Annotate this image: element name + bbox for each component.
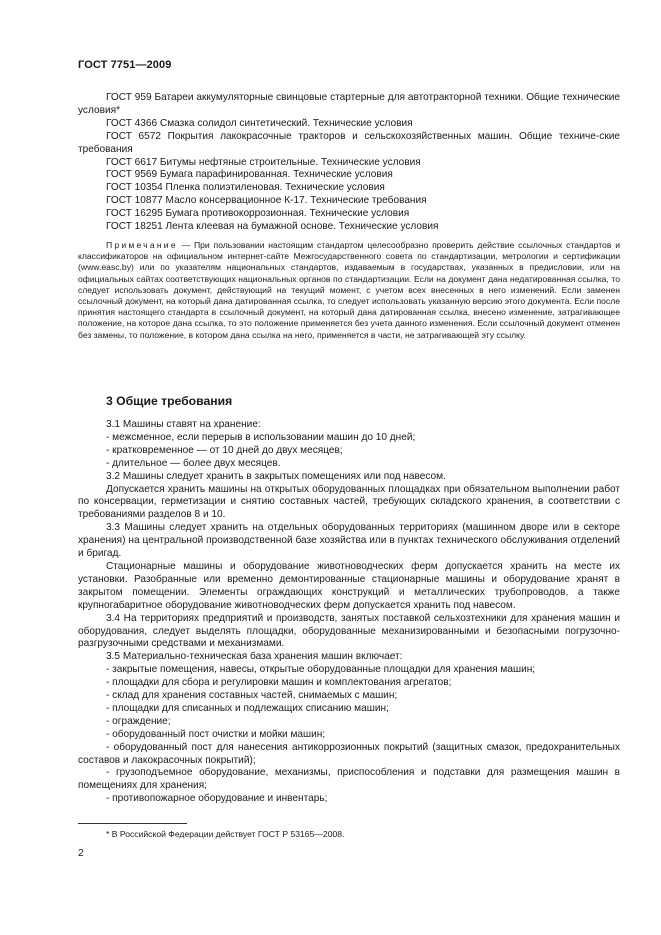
- list-item: - закрытые помещения, навесы, открытые оборудованные площадки для хранения машин;: [106, 664, 536, 676]
- list-item: - длительное — более двух месяцев.: [106, 457, 281, 469]
- note-text: — При пользовании настоящим стандартом целесообразно проверить действие ссылочных стандартов и классификаторов на официальном интернет-сайте Межгосударственного совета по стандартизации, метрологии и сертификации (www.easc.by) или по указателям национальных стандартов, издаваемым в государствах, указанных в предисловии, или на официальных сайтах соответствующих национальных органов по стандартизации. Если на документ дана недатированная ссылка, то следует использовать документ, действующий на текущий момент, с учетом всех внесенных в него изменений. Если заменен ссылочный документ, на который дана датированная ссылка, то следует использовать указанную версию этого документа. Если после принятия настоящего стандарта в ссылочный документ, на который дана датированная ссылка, внесено изменение, затрагивающее положение, на которое дана ссылка, то это положение применяется без учета данного изменения. Если ссылочный документ отменен без замены, то положение, в котором дана ссылка на него, применяется в части, не затрагивающей эту ссылку.: [78, 240, 620, 340]
- list-item: - межсменное, если перерыв в использовании машин до 10 дней;: [106, 431, 416, 443]
- footnote-divider: [78, 823, 187, 824]
- clause-3-3-paragraph: Стационарные машины и оборудование животноводческих ферм допускается хранить на месте их установки. Разобранные или временно демонтированные стационарные машины и оборудование хранят в закрытом помещении. Элементы ограждающих конструкций и металлических трубопроводов, а также крупногабаритное оборудование животноводческих ферм допускается хранить под навесом.: [78, 560, 620, 611]
- reference-item: ГОСТ 6572 Покрытия лакокрасочные тракторов и сельскохозяйственных машин. Общие техниче-ские требования: [78, 130, 620, 155]
- list-item: - площадки для сбора и регулировки машин и комплектования агрегатов;: [106, 677, 452, 689]
- document-header: ГОСТ 7751—2009: [78, 59, 172, 71]
- clause-3-4: 3.4 На территориях предприятий и производств, занятых поставкой сельхозтехники для хранения машин и оборудования, следует выделять площадки, оборудованные механизированными и безопасными погрузочно-разгрузочными средствами и механизмами.: [78, 612, 620, 650]
- reference-item: ГОСТ 18251 Лента клеевая на бумажной основе. Технические условия: [106, 221, 439, 233]
- reference-item: ГОСТ 16295 Бумага противокоррозионная. Технические условия: [106, 208, 410, 220]
- note-label: Примечание: [106, 240, 178, 250]
- list-item: - склад для хранения составных частей, снимаемых с машин;: [106, 690, 398, 702]
- normative-references: [78, 92, 620, 234]
- clause-3-5: 3.5 Материально-техническая база хранения машин включает:: [106, 651, 403, 663]
- list-item: - ограждение;: [106, 715, 171, 727]
- list-item: - кратковременное — от 10 дней до двух месяцев;: [106, 444, 343, 456]
- list-item: - противопожарное оборудование и инвентарь;: [106, 793, 328, 805]
- list-item: - оборудованный пост для нанесения антикоррозионных покрытий (защитных смазок, предохранительных составов и лакокрасочных покрытий);: [78, 741, 620, 766]
- footnote: * В Российской Федерации действует ГОСТ Р 53165—2008.: [106, 829, 345, 839]
- list-item: - грузоподъемное оборудование, механизмы, приспособления и подставки для размещения машин в помещениях для хранения;: [78, 767, 620, 792]
- note-block: [78, 240, 620, 341]
- section-3-body: [78, 419, 620, 806]
- page-number: 2: [78, 847, 84, 859]
- reference-item: ГОСТ 10354 Пленка полиэтиленовая. Технические условия: [106, 182, 385, 194]
- reference-item: ГОСТ 10877 Масло консервационное К-17. Технические требования: [106, 195, 427, 207]
- note-paragraph: [78, 240, 620, 341]
- section-title: 3 Общие требования: [106, 394, 233, 408]
- reference-item: ГОСТ 6617 Битумы нефтяные строительные. Технические условия: [106, 156, 421, 168]
- list-item: - площадки для списанных и подлежащих списанию машин;: [106, 702, 389, 714]
- clause-3-1: 3.1 Машины ставят на хранение:: [106, 419, 261, 430]
- reference-item: ГОСТ 959 Батареи аккумуляторные свинцовые стартерные для автотракторной техники. Общие технические условия*: [78, 92, 620, 116]
- reference-item: ГОСТ 4366 Смазка солидол синтетический. Технические условия: [106, 117, 413, 129]
- reference-item: ГОСТ 9569 Бумага парафинированная. Технические условия: [106, 169, 393, 181]
- clause-3-2: 3.2 Машины следует хранить в закрытых помещениях или под навесом.: [106, 470, 446, 482]
- clause-3-3: 3.3 Машины следует хранить на отдельных оборудованных территориях (машинном дворе или в секторе хранения) на центральной производственной базе хозяйства или в пунктах технического обслуживания отделений и бригад.: [78, 522, 620, 560]
- list-item: - оборудованный пост очистки и мойки машин;: [106, 728, 326, 740]
- section-3: [78, 394, 620, 408]
- clause-3-2-paragraph: Допускается хранить машины на открытых оборудованных площадках при обязательном выполнении работ по консервации, герметизации и снятию составных частей, требующих складского хранения, в соответствии с требованиями разделов 8 и 10.: [78, 483, 620, 521]
